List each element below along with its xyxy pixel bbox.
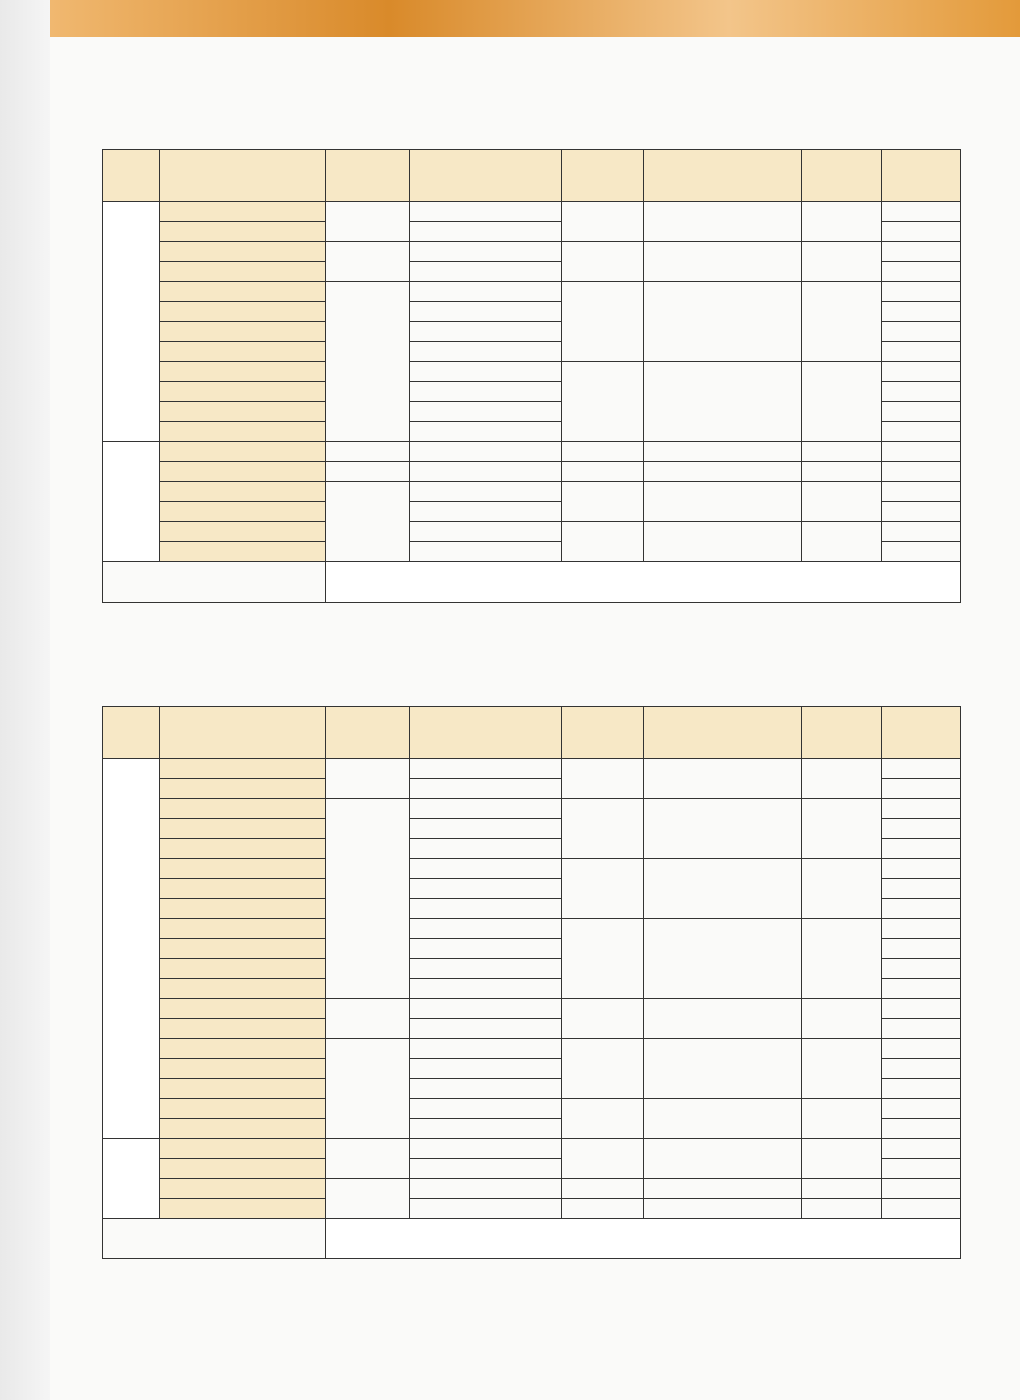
stroke-cell <box>562 999 644 1039</box>
size-cell <box>410 799 562 819</box>
weight-cell <box>882 1119 961 1139</box>
model-cell <box>160 282 326 302</box>
height-cell <box>644 859 802 919</box>
weight-cell <box>882 242 961 262</box>
header-height <box>644 707 802 759</box>
height-cell <box>644 1099 802 1139</box>
model-cell <box>160 442 326 462</box>
size-cell <box>410 879 562 899</box>
model-cell <box>160 879 326 899</box>
model-cell <box>160 382 326 402</box>
time-cell <box>802 462 882 482</box>
stroke-cell <box>562 242 644 282</box>
time-cell <box>802 482 882 522</box>
size-cell <box>410 382 562 402</box>
header-category-blank <box>103 150 160 202</box>
size-cell <box>410 322 562 342</box>
stroke-cell <box>562 919 644 999</box>
model-cell <box>160 202 326 222</box>
time-cell <box>802 442 882 462</box>
height-cell <box>644 202 802 242</box>
model-cell <box>160 1199 326 1219</box>
table-row <box>103 919 961 939</box>
header-stroke <box>562 150 644 202</box>
stroke-cell <box>562 442 644 462</box>
load-cell <box>326 462 410 482</box>
weight-cell <box>882 779 961 799</box>
size-cell <box>410 1059 562 1079</box>
weight-cell <box>882 262 961 282</box>
weight-cell <box>882 222 961 242</box>
model-cell <box>160 1059 326 1079</box>
model-cell <box>160 302 326 322</box>
weight-cell <box>882 522 961 542</box>
model-cell <box>160 799 326 819</box>
model-cell <box>160 759 326 779</box>
model-cell <box>160 959 326 979</box>
weight-cell <box>882 362 961 382</box>
table-row <box>103 1099 961 1119</box>
weight-cell <box>882 979 961 999</box>
weight-cell <box>882 839 961 859</box>
height-cell <box>644 522 802 562</box>
version-up-value <box>326 562 961 603</box>
weight-cell <box>882 542 961 562</box>
size-cell <box>410 202 562 222</box>
weight-cell <box>882 1019 961 1039</box>
stroke-cell <box>562 522 644 562</box>
size-cell <box>410 282 562 302</box>
load-cell <box>326 1039 410 1139</box>
weight-cell <box>882 939 961 959</box>
height-cell <box>644 799 802 859</box>
table-row <box>103 442 961 462</box>
spec-table-0.2kw <box>102 149 961 603</box>
version-up-label <box>103 562 326 603</box>
table-body <box>103 707 961 1259</box>
size-cell <box>410 362 562 382</box>
model-cell <box>160 1079 326 1099</box>
size-cell <box>410 302 562 322</box>
height-cell <box>644 442 802 462</box>
size-cell <box>410 422 562 442</box>
spec-table-0.4kw <box>102 706 961 1259</box>
model-cell <box>160 999 326 1019</box>
table-row <box>103 482 961 502</box>
size-cell <box>410 1179 562 1199</box>
header-stroke <box>562 707 644 759</box>
table-row <box>103 362 961 382</box>
weight-cell <box>882 322 961 342</box>
stroke-cell <box>562 1099 644 1139</box>
time-cell <box>802 999 882 1039</box>
weight-cell <box>882 819 961 839</box>
category-cell <box>103 202 160 442</box>
model-cell <box>160 979 326 999</box>
header-row <box>103 150 961 202</box>
load-cell <box>326 202 410 242</box>
size-cell <box>410 1099 562 1119</box>
size-cell <box>410 542 562 562</box>
size-cell <box>410 1139 562 1159</box>
model-cell <box>160 1159 326 1179</box>
weight-cell <box>882 959 961 979</box>
load-cell <box>326 799 410 999</box>
load-cell <box>326 759 410 799</box>
weight-cell <box>882 502 961 522</box>
height-cell <box>644 362 802 442</box>
weight-cell <box>882 202 961 222</box>
model-cell <box>160 779 326 799</box>
header-load <box>326 150 410 202</box>
stroke-cell <box>562 362 644 442</box>
table-row <box>103 799 961 819</box>
weight-cell <box>882 482 961 502</box>
size-cell <box>410 1039 562 1059</box>
stroke-cell <box>562 1199 644 1219</box>
load-cell <box>326 1139 410 1179</box>
size-cell <box>410 462 562 482</box>
model-cell <box>160 242 326 262</box>
size-cell <box>410 502 562 522</box>
load-cell <box>326 242 410 282</box>
weight-cell <box>882 1039 961 1059</box>
time-cell <box>802 759 882 799</box>
load-cell <box>326 482 410 562</box>
weight-cell <box>882 1139 961 1159</box>
height-cell <box>644 1199 802 1219</box>
header-time <box>802 707 882 759</box>
table-row <box>103 859 961 879</box>
model-cell <box>160 342 326 362</box>
height-cell <box>644 919 802 999</box>
stroke-cell <box>562 282 644 362</box>
time-cell <box>802 919 882 999</box>
time-cell <box>802 1179 882 1199</box>
table-row <box>103 522 961 542</box>
header-model <box>160 707 326 759</box>
size-cell <box>410 1159 562 1179</box>
load-cell <box>326 282 410 442</box>
stroke-cell <box>562 482 644 522</box>
header-time <box>802 150 882 202</box>
time-cell <box>802 242 882 282</box>
weight-cell <box>882 282 961 302</box>
height-cell <box>644 282 802 362</box>
size-cell <box>410 959 562 979</box>
model-cell <box>160 1099 326 1119</box>
weight-cell <box>882 1179 961 1199</box>
time-cell <box>802 202 882 242</box>
model-cell <box>160 542 326 562</box>
version-up-value <box>326 1219 961 1259</box>
model-cell <box>160 819 326 839</box>
size-cell <box>410 222 562 242</box>
size-cell <box>410 999 562 1019</box>
model-cell <box>160 919 326 939</box>
weight-cell <box>882 422 961 442</box>
height-cell <box>644 999 802 1039</box>
model-cell <box>160 1139 326 1159</box>
weight-cell <box>882 302 961 322</box>
weight-cell <box>882 1079 961 1099</box>
table-row <box>103 1039 961 1059</box>
time-cell <box>802 1139 882 1179</box>
table-row <box>103 282 961 302</box>
model-cell <box>160 262 326 282</box>
table-body <box>103 150 961 603</box>
model-cell <box>160 1019 326 1039</box>
left-margin-bar <box>0 0 50 1400</box>
height-cell <box>644 1179 802 1199</box>
weight-cell <box>882 919 961 939</box>
header-load <box>326 707 410 759</box>
stroke-cell <box>562 799 644 859</box>
stroke-cell <box>562 1139 644 1179</box>
header-row <box>103 707 961 759</box>
version-up-row <box>103 1219 961 1259</box>
category-cell <box>103 759 160 1139</box>
weight-cell <box>882 1059 961 1079</box>
weight-cell <box>882 859 961 879</box>
weight-cell <box>882 342 961 362</box>
table-row <box>103 242 961 262</box>
stroke-cell <box>562 1179 644 1199</box>
model-cell <box>160 462 326 482</box>
table-row <box>103 1199 961 1219</box>
category-cell <box>103 442 160 562</box>
size-cell <box>410 402 562 422</box>
size-cell <box>410 442 562 462</box>
weight-cell <box>882 382 961 402</box>
model-cell <box>160 1179 326 1199</box>
weight-cell <box>882 799 961 819</box>
model-cell <box>160 939 326 959</box>
category-cell <box>103 1139 160 1219</box>
load-cell <box>326 442 410 462</box>
weight-cell <box>882 899 961 919</box>
weight-cell <box>882 879 961 899</box>
header-weight <box>882 150 961 202</box>
model-cell <box>160 899 326 919</box>
top-banner-image <box>50 0 1020 37</box>
table-row <box>103 999 961 1019</box>
size-cell <box>410 819 562 839</box>
size-cell <box>410 859 562 879</box>
table-row <box>103 202 961 222</box>
size-cell <box>410 939 562 959</box>
size-cell <box>410 979 562 999</box>
weight-cell <box>882 402 961 422</box>
header-category-blank <box>103 707 160 759</box>
weight-cell <box>882 1099 961 1119</box>
weight-cell <box>882 759 961 779</box>
model-cell <box>160 362 326 382</box>
size-cell <box>410 262 562 282</box>
stroke-cell <box>882 1159 961 1179</box>
table-row <box>103 759 961 779</box>
model-cell <box>160 522 326 542</box>
height-cell <box>644 1039 802 1099</box>
model-cell <box>160 1039 326 1059</box>
time-cell <box>802 1039 882 1099</box>
size-cell <box>410 242 562 262</box>
load-cell <box>326 1179 410 1219</box>
size-cell <box>410 919 562 939</box>
header-height <box>644 150 802 202</box>
table-row <box>103 1139 961 1159</box>
stroke-cell <box>562 1039 644 1099</box>
time-cell <box>802 522 882 562</box>
model-cell <box>160 422 326 442</box>
time-cell <box>802 1099 882 1139</box>
weight-cell <box>882 999 961 1019</box>
header-model <box>160 150 326 202</box>
version-up-row <box>103 562 961 603</box>
load-cell <box>326 999 410 1039</box>
version-up-label <box>103 1219 326 1259</box>
height-cell <box>644 482 802 522</box>
time-cell <box>802 282 882 362</box>
table-row <box>103 1179 961 1199</box>
model-cell <box>160 322 326 342</box>
model-cell <box>160 402 326 422</box>
model-cell <box>160 502 326 522</box>
stroke-cell <box>562 759 644 799</box>
model-cell <box>160 859 326 879</box>
model-cell <box>160 839 326 859</box>
height-cell <box>644 1139 802 1179</box>
model-cell <box>160 1119 326 1139</box>
size-cell <box>410 759 562 779</box>
weight-cell <box>882 1199 961 1219</box>
size-cell <box>410 1199 562 1219</box>
header-size <box>410 150 562 202</box>
stroke-cell <box>562 462 644 482</box>
model-cell <box>160 222 326 242</box>
header-size <box>410 707 562 759</box>
size-cell <box>410 1079 562 1099</box>
size-cell <box>410 1119 562 1139</box>
size-cell <box>410 482 562 502</box>
weight-cell <box>882 462 961 482</box>
height-cell <box>644 759 802 799</box>
time-cell <box>802 799 882 859</box>
time-cell <box>802 362 882 442</box>
height-cell <box>644 462 802 482</box>
height-cell <box>644 242 802 282</box>
size-cell <box>410 839 562 859</box>
size-cell <box>410 779 562 799</box>
weight-cell <box>882 442 961 462</box>
size-cell <box>410 1019 562 1039</box>
time-cell <box>802 1199 882 1219</box>
size-cell <box>410 342 562 362</box>
model-cell <box>160 482 326 502</box>
stroke-cell <box>562 859 644 919</box>
time-cell <box>802 859 882 919</box>
stroke-cell <box>562 202 644 242</box>
size-cell <box>410 522 562 542</box>
table-row <box>103 462 961 482</box>
size-cell <box>410 899 562 919</box>
header-weight <box>882 707 961 759</box>
